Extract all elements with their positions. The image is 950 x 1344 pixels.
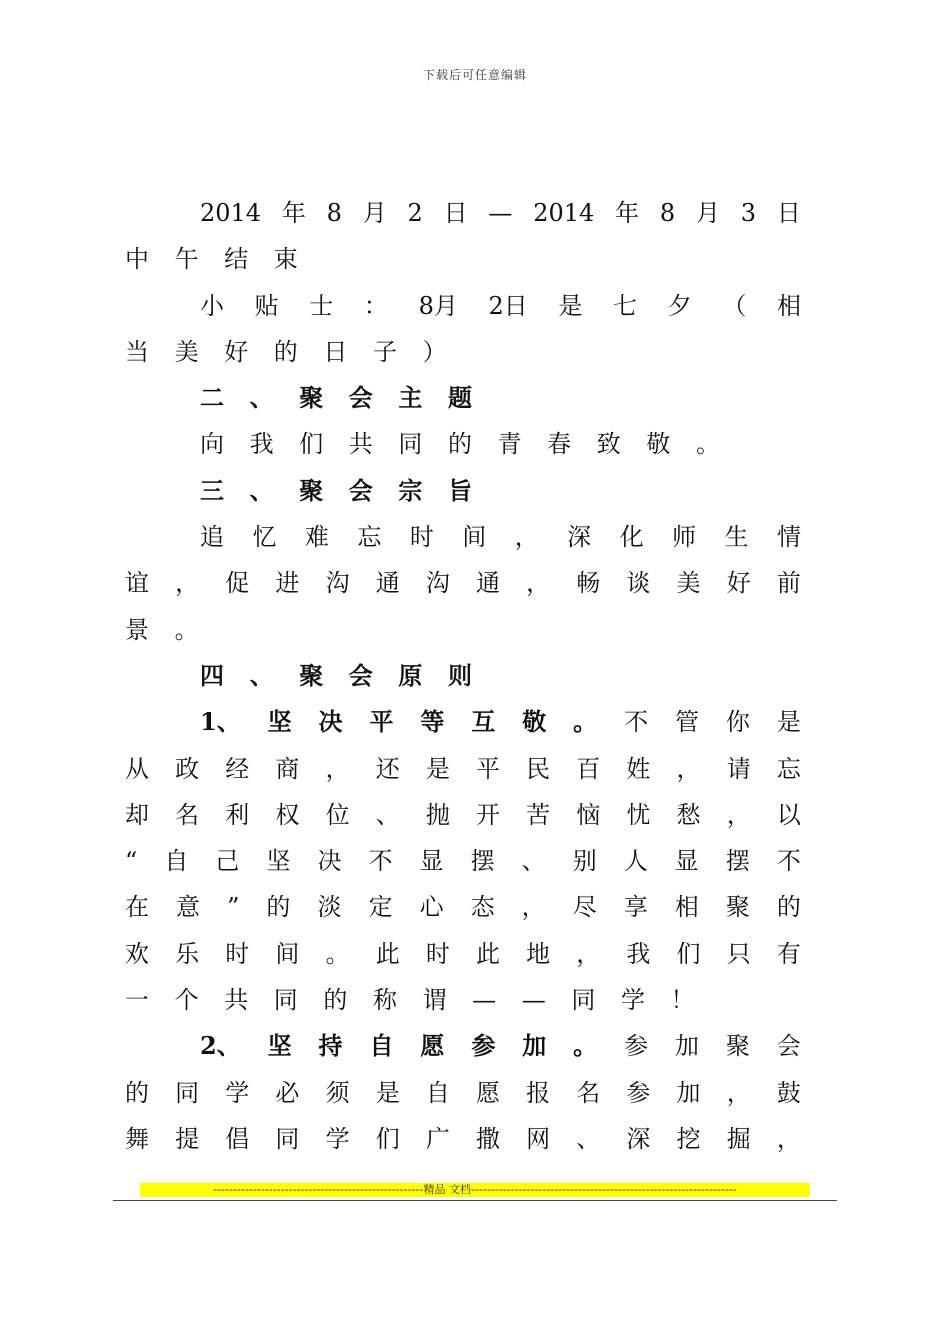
text-token: 士 bbox=[309, 291, 334, 320]
text-token: 心 bbox=[419, 893, 444, 922]
text-token: — bbox=[488, 199, 513, 227]
text-token: 们 bbox=[299, 430, 324, 459]
text-token: 时 bbox=[225, 939, 250, 968]
text-token: 情 bbox=[776, 523, 801, 552]
text-token: 此 bbox=[375, 939, 400, 968]
bold-text-token: 主 bbox=[398, 383, 423, 413]
bold-text-token: 会 bbox=[348, 660, 373, 690]
text-token: ， bbox=[325, 754, 350, 783]
text-token: ， bbox=[726, 800, 751, 829]
text-token: ” bbox=[227, 893, 240, 922]
text-line bbox=[125, 560, 801, 606]
bold-text-token: 。 bbox=[573, 707, 598, 737]
text-token: 是 bbox=[558, 291, 583, 320]
text-token: “ bbox=[125, 847, 138, 876]
text-token: 相 bbox=[776, 291, 801, 320]
text-token: 意 bbox=[176, 893, 201, 922]
bold-text-token: 愿 bbox=[420, 1031, 445, 1061]
text-token: 8 bbox=[326, 199, 342, 227]
text-token: 百 bbox=[576, 754, 601, 783]
text-token: 一 bbox=[125, 986, 149, 1015]
text-token: 束 bbox=[273, 245, 298, 274]
text-token: 的 bbox=[776, 893, 801, 922]
text-token: 时 bbox=[425, 939, 450, 968]
text-token: 相 bbox=[674, 893, 699, 922]
text-token: 报 bbox=[526, 1078, 551, 1107]
text-token: 抛 bbox=[425, 800, 450, 829]
bold-text-token: 持 bbox=[318, 1031, 343, 1061]
bold-text-token: 聚 bbox=[299, 660, 324, 690]
text-token: ， bbox=[576, 939, 601, 968]
text-token: 时 bbox=[409, 523, 434, 552]
text-token: 称 bbox=[372, 986, 397, 1015]
text-line bbox=[125, 838, 801, 884]
text-token: 间 bbox=[275, 939, 300, 968]
text-token: 显 bbox=[674, 847, 699, 876]
text-token: 、 bbox=[521, 847, 546, 876]
text-token: 请 bbox=[726, 754, 751, 783]
text-token: 沟 bbox=[425, 569, 450, 598]
text-token: 日 bbox=[443, 199, 468, 227]
text-token: 不 bbox=[776, 847, 801, 876]
text-token: 我 bbox=[249, 430, 274, 459]
text-token: 促 bbox=[225, 569, 250, 598]
text-line bbox=[125, 1116, 801, 1162]
text-token: 日 bbox=[323, 337, 348, 366]
text-line bbox=[125, 190, 801, 236]
text-token: 别 bbox=[572, 847, 597, 876]
text-token: 景 bbox=[125, 615, 149, 644]
text-token: 显 bbox=[419, 847, 444, 876]
bold-text-token: 宗 bbox=[398, 475, 423, 505]
text-token: 须 bbox=[325, 1078, 350, 1107]
text-token: 摆 bbox=[470, 847, 495, 876]
text-token: 致 bbox=[596, 430, 621, 459]
text-token: 民 bbox=[526, 754, 551, 783]
text-token: 加 bbox=[676, 1078, 701, 1107]
text-token: 3 bbox=[740, 199, 757, 227]
text-token: 聚 bbox=[725, 1032, 750, 1061]
text-token: 商 bbox=[275, 754, 300, 783]
text-token: 同 bbox=[398, 430, 423, 459]
text-token: 忆 bbox=[252, 523, 277, 552]
text-token: 七 bbox=[613, 291, 638, 320]
text-token: 政 bbox=[175, 754, 200, 783]
text-token: 难 bbox=[304, 523, 329, 552]
text-token: 是 bbox=[425, 754, 450, 783]
text-line bbox=[125, 283, 801, 329]
text-token: 掘 bbox=[726, 1124, 751, 1153]
text-token: （ bbox=[722, 291, 747, 320]
text-token: ： bbox=[363, 291, 388, 320]
text-token: ， bbox=[776, 1124, 801, 1153]
text-token: 日 bbox=[776, 199, 801, 227]
text-token: 谓 bbox=[422, 986, 447, 1015]
text-token: 鼓 bbox=[776, 1078, 801, 1107]
bold-text-token: 决 bbox=[318, 707, 343, 737]
text-token: 的 bbox=[323, 986, 348, 1015]
text-line bbox=[125, 977, 801, 1023]
bold-text-token: 1、 bbox=[200, 707, 241, 737]
text-token: 学 bbox=[325, 1124, 350, 1153]
text-token: 却 bbox=[125, 800, 149, 829]
text-token: 通 bbox=[375, 569, 400, 598]
text-token: 。 bbox=[174, 615, 199, 644]
text-token: 是 bbox=[375, 1078, 400, 1107]
text-token: 自 bbox=[425, 1078, 450, 1107]
text-token: 前 bbox=[776, 569, 801, 598]
bold-text-token: 等 bbox=[420, 707, 445, 737]
text-token: 有 bbox=[776, 939, 801, 968]
text-token: ） bbox=[422, 337, 447, 366]
text-token: 2日 bbox=[488, 291, 528, 320]
text-token: ， bbox=[526, 569, 551, 598]
text-token: 春 bbox=[547, 430, 572, 459]
text-token: 的 bbox=[266, 893, 291, 922]
text-token: 苦 bbox=[526, 800, 551, 829]
bold-text-token: 聚 bbox=[299, 383, 324, 413]
text-token: 2014 bbox=[533, 199, 595, 227]
text-token: 共 bbox=[348, 430, 373, 459]
text-token: 位 bbox=[325, 800, 350, 829]
text-token: 名 bbox=[175, 800, 200, 829]
text-token: 进 bbox=[275, 569, 300, 598]
bold-text-token: 会 bbox=[348, 475, 373, 505]
footer-rule bbox=[113, 1200, 837, 1201]
text-token: 深 bbox=[567, 523, 592, 552]
text-token: 们 bbox=[676, 939, 701, 968]
text-token: 平 bbox=[475, 754, 500, 783]
text-line bbox=[125, 236, 801, 282]
text-token: 我 bbox=[626, 939, 651, 968]
text-token: 的 bbox=[273, 337, 298, 366]
text-line bbox=[125, 375, 801, 421]
text-token: 年 bbox=[615, 199, 640, 227]
text-token: 沟 bbox=[325, 569, 350, 598]
bold-text-token: 三 bbox=[200, 475, 224, 505]
text-token: 定 bbox=[368, 893, 393, 922]
text-token: 在 bbox=[125, 893, 149, 922]
text-token: 同 bbox=[275, 1124, 300, 1153]
text-line bbox=[125, 1023, 801, 1069]
text-line bbox=[125, 468, 801, 514]
text-token: 们 bbox=[375, 1124, 400, 1153]
text-token: 8 bbox=[659, 199, 676, 227]
text-token: 己 bbox=[215, 847, 240, 876]
bold-text-token: 会 bbox=[348, 383, 373, 413]
text-token: 学 bbox=[620, 986, 645, 1015]
text-token: 撒 bbox=[475, 1124, 500, 1153]
text-token: 、 bbox=[375, 800, 400, 829]
text-token: 决 bbox=[317, 847, 342, 876]
text-token: 好 bbox=[726, 569, 751, 598]
text-line bbox=[125, 421, 801, 467]
text-token: 。 bbox=[325, 939, 350, 968]
bold-text-token: 原 bbox=[398, 660, 423, 690]
text-line bbox=[125, 1070, 801, 1116]
text-token: ， bbox=[521, 893, 546, 922]
text-line bbox=[125, 699, 801, 745]
text-line bbox=[125, 514, 801, 560]
text-token: 师 bbox=[672, 523, 697, 552]
text-token: 只 bbox=[726, 939, 751, 968]
bold-text-token: 2、 bbox=[200, 1031, 241, 1061]
text-token: 参 bbox=[624, 1032, 649, 1061]
text-token: 的 bbox=[125, 1078, 149, 1107]
text-token: 的 bbox=[447, 430, 472, 459]
text-token: 乐 bbox=[175, 939, 200, 968]
text-token: 同 bbox=[571, 986, 596, 1015]
text-token: 愿 bbox=[475, 1078, 500, 1107]
text-token: 同 bbox=[273, 986, 298, 1015]
text-token: 舞 bbox=[125, 1124, 149, 1153]
text-token: 谈 bbox=[626, 569, 651, 598]
bold-text-token: 、 bbox=[249, 475, 274, 505]
text-token: 2014 bbox=[200, 199, 262, 227]
text-token: 同 bbox=[175, 1078, 200, 1107]
text-token: 欢 bbox=[125, 939, 149, 968]
bold-text-token: 互 bbox=[471, 707, 496, 737]
text-token: 摆 bbox=[725, 847, 750, 876]
text-token: 享 bbox=[623, 893, 648, 922]
text-token: 名 bbox=[576, 1078, 601, 1107]
text-token: 提 bbox=[175, 1124, 200, 1153]
bold-text-token: 坚 bbox=[267, 1031, 292, 1061]
text-token: 谊 bbox=[125, 569, 149, 598]
text-token: 聚 bbox=[725, 893, 750, 922]
text-token: 恼 bbox=[576, 800, 601, 829]
text-token: 是 bbox=[776, 708, 801, 737]
text-token: ， bbox=[726, 1078, 751, 1107]
text-line bbox=[125, 607, 801, 653]
text-token: 贴 bbox=[254, 291, 279, 320]
text-token: 此 bbox=[475, 939, 500, 968]
text-token: 向 bbox=[200, 430, 224, 459]
text-token: 通 bbox=[475, 569, 500, 598]
text-line bbox=[125, 653, 801, 699]
text-line bbox=[125, 792, 801, 838]
text-token: 态 bbox=[470, 893, 495, 922]
text-token: 会 bbox=[776, 1032, 801, 1061]
text-token: 不 bbox=[624, 708, 649, 737]
text-token: 加 bbox=[675, 1032, 699, 1061]
text-token: 月 bbox=[695, 199, 720, 227]
text-token: 夕 bbox=[667, 291, 692, 320]
text-token: 地 bbox=[526, 939, 551, 968]
text-token: — bbox=[521, 986, 546, 1015]
text-token: 敬 bbox=[646, 430, 671, 459]
text-token: 学 bbox=[225, 1078, 250, 1107]
bold-text-token: 聚 bbox=[299, 475, 324, 505]
text-token: 淡 bbox=[317, 893, 342, 922]
text-token: 间 bbox=[462, 523, 487, 552]
text-token: 好 bbox=[224, 337, 249, 366]
text-token: 。 bbox=[695, 430, 720, 459]
text-token: 尽 bbox=[572, 893, 597, 922]
text-token: 2 bbox=[407, 199, 423, 227]
text-token: — bbox=[472, 986, 497, 1015]
bold-text-token: 平 bbox=[369, 707, 394, 737]
bold-text-token: 旨 bbox=[447, 475, 472, 505]
text-token: 结 bbox=[224, 245, 249, 274]
bold-text-token: 题 bbox=[447, 383, 472, 413]
bold-text-token: 坚 bbox=[267, 707, 292, 737]
text-token: ， bbox=[676, 754, 701, 783]
page-header: 下载后可任意编辑 bbox=[422, 68, 527, 82]
bold-text-token: 、 bbox=[249, 383, 274, 413]
text-token: 美 bbox=[174, 337, 199, 366]
text-token: 坚 bbox=[266, 847, 291, 876]
bold-text-token: 敬 bbox=[522, 707, 547, 737]
text-token: 化 bbox=[619, 523, 644, 552]
text-token: 不 bbox=[368, 847, 393, 876]
footer-banner: -----------------------------------------------------精品 文档------------------------------------------------------------------- bbox=[140, 1183, 810, 1197]
bold-text-token: 参 bbox=[471, 1031, 496, 1061]
text-token: 畅 bbox=[576, 569, 601, 598]
text-token: 、 bbox=[576, 1124, 601, 1153]
text-token: 权 bbox=[275, 800, 300, 829]
bold-text-token: 加 bbox=[522, 1031, 547, 1061]
text-token: 午 bbox=[174, 245, 199, 274]
bold-text-token: 自 bbox=[369, 1031, 394, 1061]
text-token: 姓 bbox=[626, 754, 651, 783]
text-token: ， bbox=[514, 523, 539, 552]
text-token: 开 bbox=[475, 800, 500, 829]
text-token: 管 bbox=[675, 708, 699, 737]
text-token: 网 bbox=[526, 1124, 551, 1153]
text-token: 人 bbox=[623, 847, 648, 876]
text-line bbox=[125, 329, 801, 375]
text-token: ， bbox=[175, 569, 200, 598]
text-token: 忧 bbox=[626, 800, 651, 829]
text-token: 参 bbox=[626, 1078, 651, 1107]
text-token: 子 bbox=[372, 337, 397, 366]
text-token: 共 bbox=[224, 986, 249, 1015]
bold-text-token: 二 bbox=[200, 383, 224, 413]
text-token: 还 bbox=[375, 754, 400, 783]
bold-text-token: 、 bbox=[249, 660, 274, 690]
text-token: 倡 bbox=[225, 1124, 250, 1153]
text-line bbox=[125, 746, 801, 792]
text-token: 自 bbox=[164, 847, 189, 876]
text-token: 从 bbox=[125, 754, 149, 783]
text-token: 当 bbox=[125, 337, 149, 366]
text-token: 忘 bbox=[357, 523, 382, 552]
text-token: 生 bbox=[724, 523, 749, 552]
text-token: 年 bbox=[281, 199, 306, 227]
text-token: 追 bbox=[200, 523, 224, 552]
text-token: 小 bbox=[200, 291, 224, 320]
text-token: 月 bbox=[362, 199, 387, 227]
bold-text-token: 。 bbox=[573, 1031, 598, 1061]
text-token: ！ bbox=[670, 986, 695, 1015]
text-token: 美 bbox=[676, 569, 701, 598]
text-token: 经 bbox=[225, 754, 250, 783]
text-token: 中 bbox=[125, 245, 149, 274]
text-line bbox=[125, 931, 801, 977]
text-token: 个 bbox=[174, 986, 199, 1015]
text-line bbox=[125, 884, 801, 930]
text-token: 广 bbox=[425, 1124, 450, 1153]
text-token: 挖 bbox=[676, 1124, 701, 1153]
text-token: 必 bbox=[275, 1078, 300, 1107]
bold-text-token: 则 bbox=[447, 660, 472, 690]
document-body bbox=[125, 190, 801, 1162]
text-token: 8月 bbox=[418, 291, 458, 320]
text-token: 你 bbox=[725, 708, 750, 737]
bold-text-token: 四 bbox=[200, 660, 224, 690]
text-token: 愁 bbox=[676, 800, 701, 829]
text-token: 深 bbox=[626, 1124, 651, 1153]
text-token: 以 bbox=[776, 800, 801, 829]
text-token: 青 bbox=[497, 430, 522, 459]
text-token: 忘 bbox=[776, 754, 801, 783]
text-token: 利 bbox=[225, 800, 250, 829]
